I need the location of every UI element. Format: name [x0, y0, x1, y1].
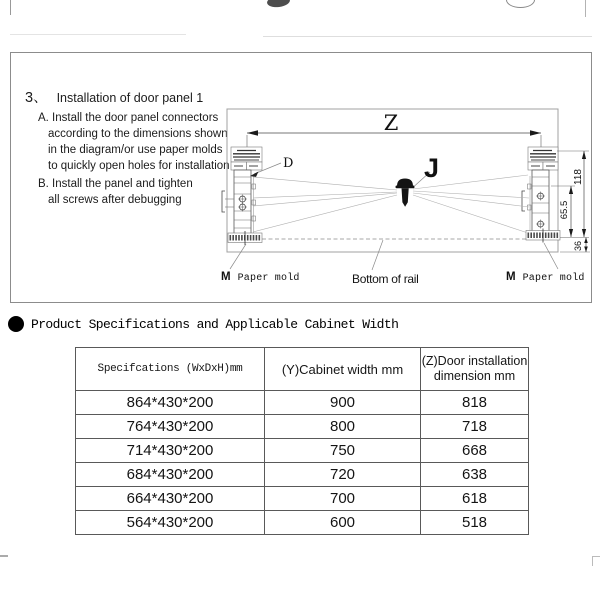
page-divider-line-left — [10, 34, 186, 35]
prev-section-border-right — [585, 0, 586, 17]
dim-z-label: Z — [383, 111, 399, 135]
spec-table — [75, 347, 529, 535]
cabinet-width-cell: 800 — [265, 415, 421, 439]
col-header-door-installation-line2: dimension mm — [433, 369, 516, 383]
section-heading-text: Product Specifications and Applicable Cabinet Width — [31, 316, 399, 332]
spec-cell: 564*430*200 — [76, 511, 265, 535]
door-dimension-cell: 618 — [421, 487, 529, 511]
instruction-item-a-line3: in the diagram/or use paper molds — [48, 144, 223, 156]
table-row — [76, 463, 529, 487]
connector-d-label: D — [283, 156, 294, 171]
cabinet-width-cell: 700 — [265, 487, 421, 511]
step-number: 3、 — [25, 90, 48, 106]
door-dimension-cell: 518 — [421, 511, 529, 535]
next-section-mark-left — [0, 555, 8, 557]
right-connector — [522, 147, 558, 237]
bullet-icon — [8, 316, 24, 332]
col-header-cabinet-width: (Y)Cabinet width mm — [265, 348, 421, 391]
spec-cell: 684*430*200 — [76, 463, 265, 487]
paper-mold-label-right — [506, 271, 585, 284]
step-title-text: Installation of door panel 1 — [56, 91, 204, 105]
spec-cell: 864*430*200 — [76, 391, 265, 415]
instruction-item-a-line2: according to the dimensions shown — [48, 128, 228, 140]
paper-mold-text-left: Paper mold — [237, 273, 300, 284]
table-header-row — [76, 348, 529, 391]
dim-arrow-left — [247, 130, 258, 135]
instruction-item-b-line2: all screws after debugging — [48, 194, 182, 206]
left-connector — [222, 147, 262, 236]
dim-118-label: 118 — [573, 169, 584, 185]
section-heading — [8, 315, 398, 333]
spec-cell: 664*430*200 — [76, 487, 265, 511]
next-section-mark-right — [592, 556, 600, 566]
dim-arrow-right — [530, 130, 541, 135]
col-header-door-installation-line1: (Z)Door installation — [421, 354, 528, 368]
paper-mold-label-left — [221, 271, 300, 284]
paper-mold-strip-right — [526, 229, 560, 243]
cabinet-width-cell: 900 — [265, 391, 421, 415]
prev-section-border-left — [10, 0, 11, 15]
door-dimension-cell: 818 — [421, 391, 529, 415]
prev-section-screw-fragment — [266, 0, 290, 8]
instruction-item-a-line4: to quickly open holes for installation — [48, 160, 230, 172]
cabinet-width-cell: 720 — [265, 463, 421, 487]
page-divider-line-right — [263, 36, 592, 37]
instruction-item-a: A. Install the door panel connectors — [38, 112, 219, 124]
door-dimension-cell: 638 — [421, 463, 529, 487]
col-header-door-installation — [421, 348, 529, 391]
paper-mold-text-right: Paper mold — [522, 273, 585, 284]
table-row — [76, 415, 529, 439]
door-dimension-cell: 718 — [421, 415, 529, 439]
installation-diagram — [10, 52, 591, 302]
dim-65-5-label: 65.5 — [559, 200, 570, 220]
paper-mold-marker-left: M — [221, 271, 231, 283]
paper-mold-strip-left — [228, 231, 262, 245]
table-row — [76, 487, 529, 511]
label-leader-lines — [230, 240, 558, 270]
cabinet-width-cell: 750 — [265, 439, 421, 463]
bottom-of-rail-label: Bottom of rail — [352, 272, 419, 286]
projection-lines — [253, 175, 529, 233]
spec-cell: 714*430*200 — [76, 439, 265, 463]
dim-36-label: 36 — [573, 240, 583, 252]
instruction-item-b: B. Install the panel and tighten — [38, 178, 193, 190]
col-header-specifications: Specifcations (WxDxH)mm — [76, 348, 265, 391]
screw-j-label: J — [424, 153, 440, 183]
prev-section-circle-fragment — [506, 0, 535, 8]
spec-cell: 764*430*200 — [76, 415, 265, 439]
cabinet-width-cell: 600 — [265, 511, 421, 535]
door-dimension-cell: 668 — [421, 439, 529, 463]
screw-icon — [396, 179, 415, 207]
table-row — [76, 439, 529, 463]
table-row — [76, 511, 529, 535]
paper-mold-marker-right: M — [506, 271, 516, 283]
table-row — [76, 391, 529, 415]
